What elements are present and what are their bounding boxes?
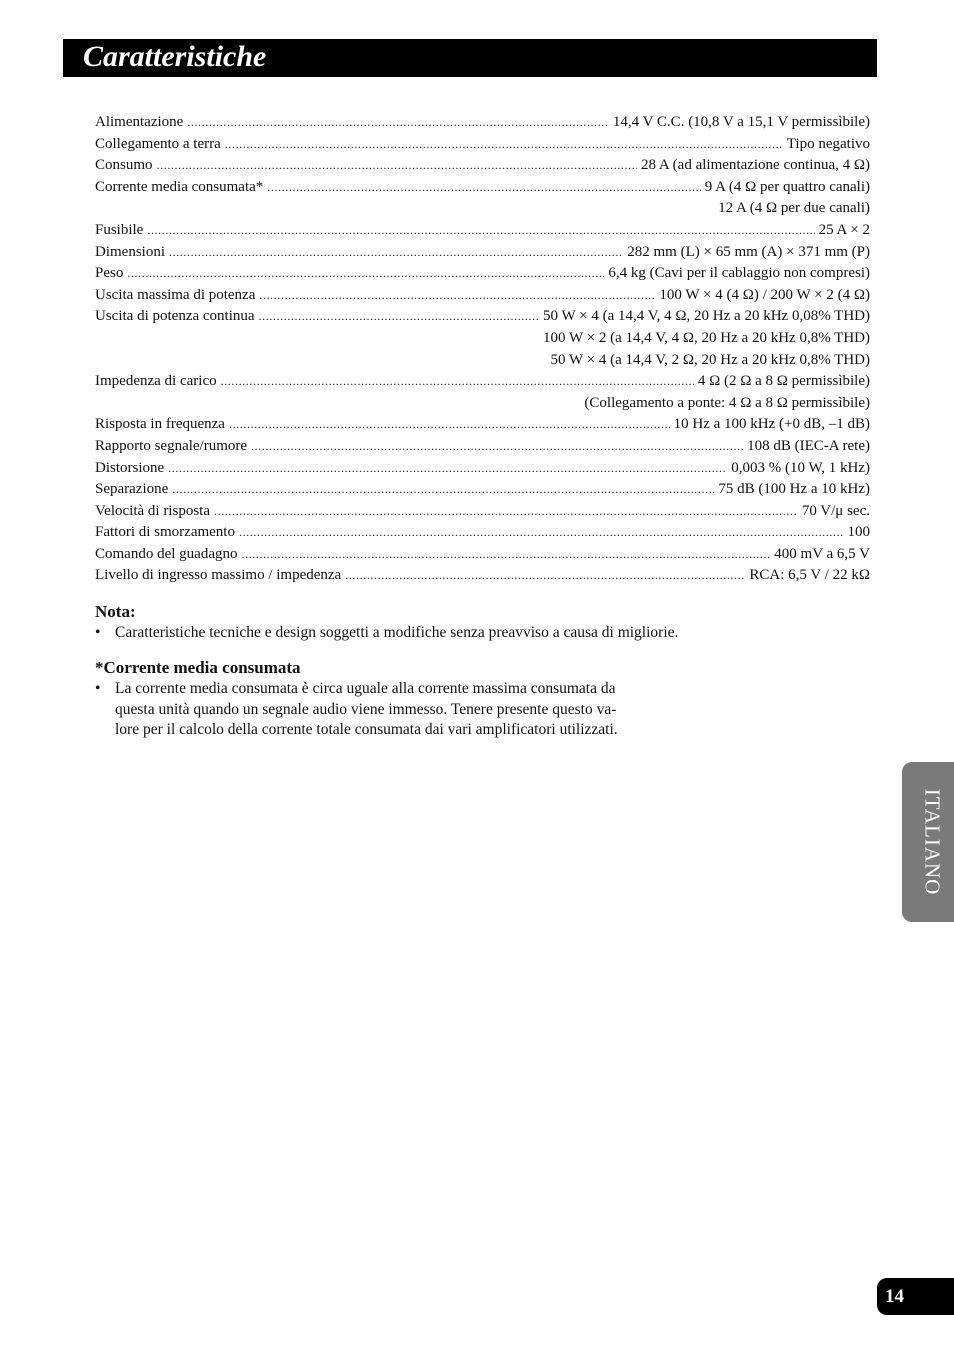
spec-value: 10 Hz a 100 kHz (+0 dB, –1 dB) [673,416,870,433]
spec-label: Consumo [95,157,153,174]
specifications-list [95,112,870,587]
spec-label: Corrente media consumata* [95,178,264,195]
spec-value: 50 W × 4 (a 14,4 V, 2 Ω, 20 Hz a 20 kHz 0,8% THD) [550,351,870,368]
spec-value: Tipo negativo [786,135,870,152]
spec-value: 25 A × 2 [818,221,870,238]
footnote-line: lore per il calcolo della corrente totale consumata dai vari amplificatori utilizzati. [115,721,618,738]
page-number-tab [877,1278,954,1315]
page-title: Caratteristiche [83,40,267,73]
spec-value: 400 mV a 6,5 V [774,545,870,562]
spec-label: Fattori di smorzamento [95,524,235,541]
spec-row [95,220,870,242]
footnote-line: La corrente media consumata è circa uguale alla corrente massima consumata da [115,680,616,697]
spec-label: Peso [95,265,124,282]
spec-label: Alimentazione [95,114,184,130]
spec-value: 70 V/μ sec. [801,502,870,519]
spec-row [95,155,870,177]
language-tab [902,762,954,922]
footnote-heading: *Corrente media consumata [95,658,301,677]
spec-row [95,565,870,587]
footnote-item [95,679,715,741]
footnote-text [115,679,715,741]
spec-value: 100 W × 4 (4 Ω) / 200 W × 2 (4 Ω) [659,286,870,303]
note-section [95,601,875,644]
spec-row [95,479,870,501]
spec-label: Risposta in frequenza [95,416,225,433]
spec-label: Separazione [95,481,169,498]
spec-label: Impedenza di carico [95,373,217,390]
spec-value: 100 [847,524,870,541]
spec-label: Rapporto segnale/rumore [95,437,248,454]
spec-value: 108 dB (IEC-A rete) [747,437,870,454]
spec-row [95,242,870,264]
dot-leader [221,371,694,393]
spec-value: 28 A (ad alimentazione continua, 4 Ω) [641,157,870,174]
dot-leader [172,479,714,501]
spec-value: 50 W × 4 (a 14,4 V, 4 Ω, 20 Hz a 20 kHz 0,08% THD) [543,308,870,325]
page-number: 14 [885,1286,904,1307]
spec-value: 0,003 % (10 W, 1 kHz) [731,459,870,476]
spec-row [95,371,870,393]
spec-row [95,134,870,156]
spec-row [95,544,870,566]
bullet-icon: • [95,680,101,697]
dot-leader [214,501,798,523]
dot-leader [251,436,743,458]
spec-label: Uscita di potenza continua [95,308,255,325]
spec-row [95,177,870,199]
spec-value: (Collegamento a ponte: 4 Ω a 8 Ω permissìbile) [584,394,870,411]
spec-row [95,458,870,480]
spec-row [95,306,870,328]
dot-leader [345,565,745,587]
dot-leader [229,414,670,436]
dot-leader [187,112,609,134]
spec-row [95,198,870,220]
spec-row [95,285,870,307]
language-tab-label: ITALIANO [920,788,945,896]
dot-leader [241,544,770,566]
spec-label: Uscita massima di potenza [95,286,256,303]
section-title-bar [63,39,877,77]
spec-value: 14,4 V C.C. (10,8 V a 15,1 V permissìbile) [612,114,870,130]
dot-leader [239,522,844,544]
spec-label: Comando del guadagno [95,545,238,562]
spec-row [95,393,870,415]
spec-value: 100 W × 2 (a 14,4 V, 4 Ω, 20 Hz a 20 kHz 0,8% THD) [543,329,870,346]
spec-label: Livello di ingresso massimo / impedenza [95,567,342,584]
dot-leader [157,155,637,177]
spec-value: 75 dB (100 Hz a 10 kHz) [718,481,870,498]
spec-label: Distorsione [95,459,165,476]
spec-row [95,501,870,523]
footnote-section [95,657,715,741]
spec-label: Dimensioni [95,243,165,260]
spec-label: Fusibile [95,221,144,238]
spec-row [95,112,870,134]
spec-row [95,350,870,372]
spec-value: 6,4 kg (Cavi per il cablaggio non compresi) [608,265,870,282]
spec-row [95,263,870,285]
dot-leader [267,177,700,199]
dot-leader [225,134,783,156]
spec-value: 4 Ω (2 Ω a 8 Ω permissìbile) [697,373,870,390]
note-heading: Nota: [95,602,136,621]
spec-label: Collegamento a terra [95,135,221,152]
dot-leader [168,458,727,480]
note-item [95,623,875,644]
dot-leader [127,263,604,285]
footnote-line: questa unità quando un segnale audio viene immesso. Tenere presente questo va- [115,700,617,718]
spec-row [95,414,870,436]
bullet-icon: • [95,624,101,641]
spec-value: RCA: 6,5 V / 22 kΩ [749,567,870,584]
dot-leader [259,285,655,307]
spec-label: Velocità di risposta [95,502,210,519]
spec-row [95,328,870,350]
dot-leader [147,220,814,242]
note-text: Caratteristiche tecniche e design soggetti a modifiche senza preavviso a causa di migliorie. [115,624,679,641]
spec-row [95,436,870,458]
spec-value: 12 A (4 Ω per due canali) [718,200,870,217]
spec-value: 9 A (4 Ω per quattro canali) [704,178,870,195]
spec-value: 282 mm (L) × 65 mm (A) × 371 mm (P) [627,243,870,260]
dot-leader [169,242,623,264]
dot-leader [259,306,540,328]
spec-row [95,522,870,544]
